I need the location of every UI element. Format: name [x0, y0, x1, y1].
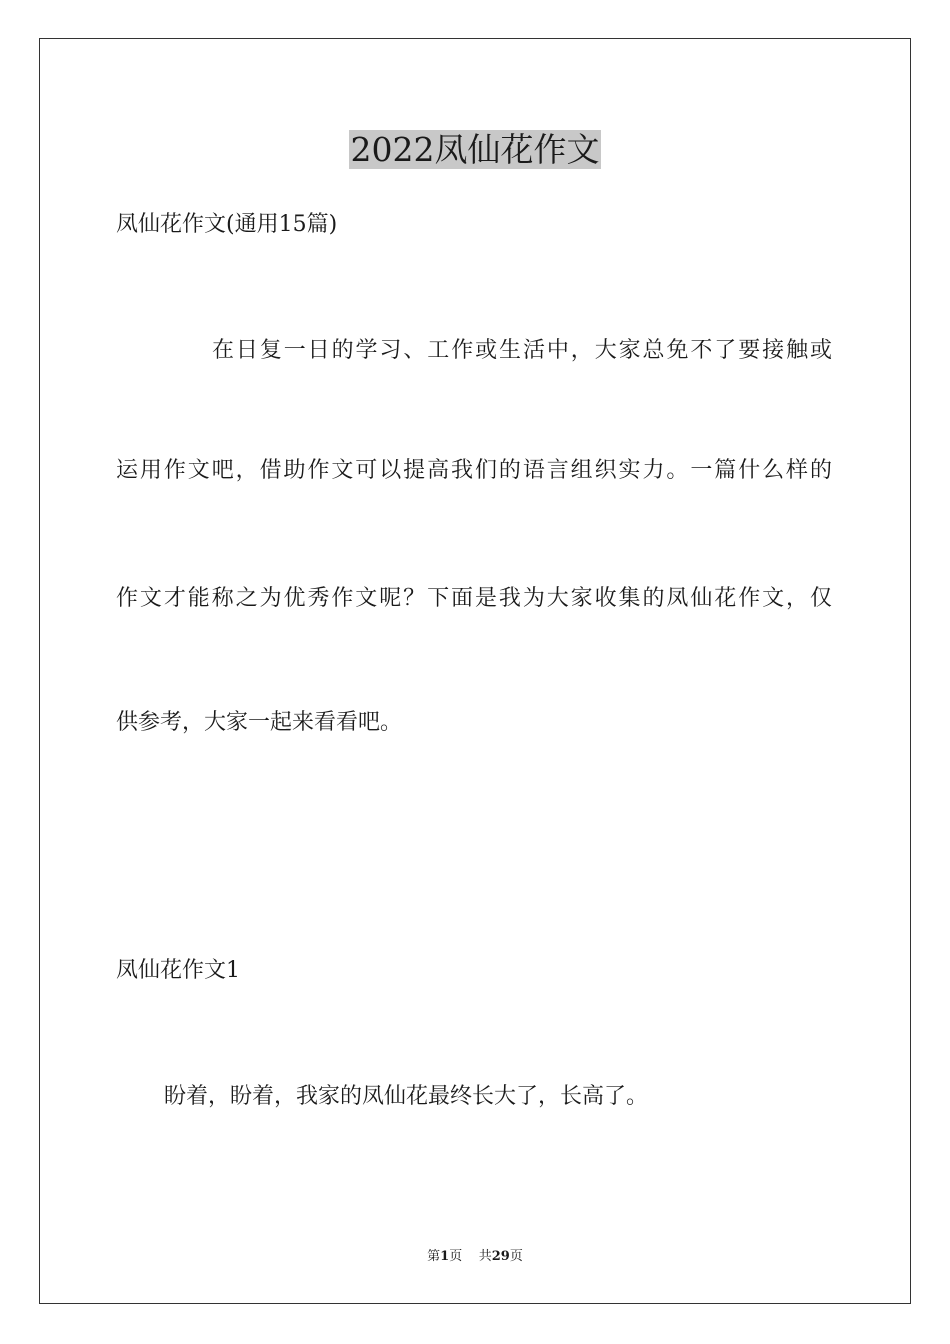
section-heading: 凤仙花作文1: [116, 958, 240, 983]
section-paragraph-line-1: 盼着，盼着，我家的凤仙花最终长大了，长高了。: [164, 1084, 649, 1109]
total-suffix: 页: [509, 1249, 523, 1264]
page-footer: [0, 1248, 950, 1266]
document-subtitle: 凤仙花作文(通用15篇): [116, 212, 338, 237]
intro-paragraph-line-1: 在日复一日的学习、工作或生活中，大家总免不了要接触或: [212, 338, 832, 363]
document-title: [0, 130, 950, 170]
page-suffix: 页: [449, 1249, 463, 1264]
document-title-text: 2022凤仙花作文: [350, 130, 600, 169]
total-page-count: 29: [491, 1249, 510, 1264]
page-prefix: 第: [427, 1249, 441, 1264]
intro-paragraph-line-4: 供参考，大家一起来看看吧。: [116, 710, 403, 735]
total-prefix: 共: [478, 1249, 492, 1264]
intro-paragraph-line-2: 运用作文吧，借助作文可以提高我们的语言组织实力。一篇什么样的: [116, 458, 832, 483]
current-page-number: 1: [440, 1249, 450, 1264]
intro-paragraph-line-3: 作文才能称之为优秀作文呢？下面是我为大家收集的凤仙花作文，仅: [116, 586, 832, 611]
